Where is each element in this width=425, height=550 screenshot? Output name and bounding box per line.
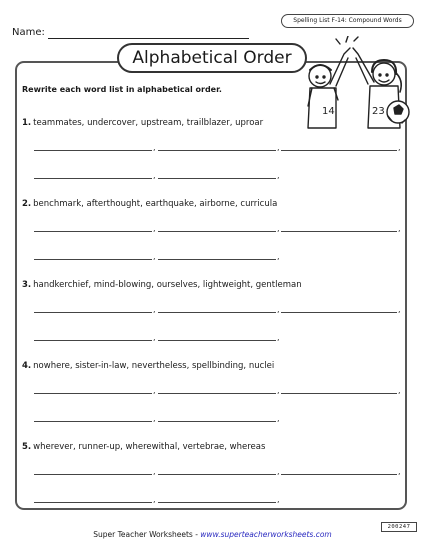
answer-line[interactable] bbox=[281, 231, 397, 232]
question-word-list: nowhere, sister-in-law, nevertheless, spellbinding, nuclei bbox=[33, 361, 275, 371]
answer-line[interactable] bbox=[158, 312, 276, 313]
page-title: Alphabetical Order bbox=[117, 43, 307, 73]
question-number: 2. bbox=[22, 199, 32, 209]
instruction-text: Rewrite each word list in alphabetical order. bbox=[22, 85, 222, 94]
comma-separator: , bbox=[277, 143, 280, 152]
question-3 bbox=[22, 280, 302, 290]
answer-line[interactable] bbox=[158, 231, 276, 232]
comma-separator: , bbox=[277, 414, 280, 423]
question-word-list: wherever, runner-up, wherewithal, vertebrae, whereas bbox=[33, 442, 266, 452]
comma-separator: , bbox=[153, 467, 156, 476]
comma-separator: , bbox=[277, 305, 280, 314]
question-number: 5. bbox=[22, 442, 32, 452]
answer-line[interactable] bbox=[34, 178, 152, 179]
kids-high-five-illustration bbox=[300, 36, 410, 136]
comma-separator: , bbox=[277, 224, 280, 233]
answer-line[interactable] bbox=[34, 231, 152, 232]
comma-separator: , bbox=[277, 386, 280, 395]
answer-line[interactable] bbox=[34, 312, 152, 313]
svg-text:14: 14 bbox=[322, 106, 335, 117]
answer-line[interactable] bbox=[34, 340, 152, 341]
comma-separator: , bbox=[153, 143, 156, 152]
question-2 bbox=[22, 199, 277, 209]
question-1 bbox=[22, 118, 263, 128]
answer-line[interactable] bbox=[281, 393, 397, 394]
comma-separator: , bbox=[153, 224, 156, 233]
footer bbox=[0, 530, 425, 539]
answer-line[interactable] bbox=[281, 474, 397, 475]
answer-line[interactable] bbox=[158, 340, 276, 341]
comma-separator: , bbox=[398, 224, 401, 233]
comma-separator: , bbox=[153, 386, 156, 395]
comma-separator: , bbox=[153, 414, 156, 423]
question-4 bbox=[22, 361, 274, 371]
worksheet-code: 200247 bbox=[381, 522, 417, 532]
comma-separator: , bbox=[277, 171, 280, 180]
question-number: 3. bbox=[22, 280, 32, 290]
svg-text:23: 23 bbox=[372, 106, 385, 117]
comma-separator: , bbox=[153, 252, 156, 261]
answer-line[interactable] bbox=[34, 421, 152, 422]
answer-line[interactable] bbox=[158, 259, 276, 260]
comma-separator: , bbox=[398, 467, 401, 476]
footer-brand: Super Teacher Worksheets bbox=[93, 530, 193, 539]
comma-separator: , bbox=[277, 467, 280, 476]
answer-line[interactable] bbox=[34, 393, 152, 394]
comma-separator: , bbox=[153, 333, 156, 342]
comma-separator: , bbox=[277, 495, 280, 504]
name-label: Name: bbox=[12, 27, 45, 38]
answer-line[interactable] bbox=[34, 502, 152, 503]
comma-separator: , bbox=[398, 305, 401, 314]
answer-line[interactable] bbox=[158, 393, 276, 394]
question-word-list: benchmark, afterthought, earthquake, airborne, curricula bbox=[33, 199, 278, 209]
question-word-list: teammates, undercover, upstream, trailblazer, uproar bbox=[33, 118, 264, 128]
answer-line[interactable] bbox=[158, 474, 276, 475]
answer-line[interactable] bbox=[281, 312, 397, 313]
answer-line[interactable] bbox=[158, 150, 276, 151]
comma-separator: , bbox=[398, 386, 401, 395]
footer-url-link[interactable]: www.superteacherworksheets.com bbox=[200, 530, 332, 539]
comma-separator: , bbox=[277, 333, 280, 342]
question-number: 4. bbox=[22, 361, 32, 371]
spelling-list-badge: Spelling List F-14: Compound Words bbox=[281, 14, 414, 28]
comma-separator: , bbox=[153, 305, 156, 314]
answer-line[interactable] bbox=[158, 421, 276, 422]
answer-line[interactable] bbox=[158, 178, 276, 179]
answer-line[interactable] bbox=[34, 150, 152, 151]
comma-separator: , bbox=[153, 495, 156, 504]
question-5 bbox=[22, 442, 265, 452]
question-number: 1. bbox=[22, 118, 32, 128]
question-word-list: handkerchief, mind-blowing, ourselves, lightweight, gentleman bbox=[33, 280, 302, 290]
name-field[interactable] bbox=[48, 38, 249, 39]
footer-dash: - bbox=[192, 530, 201, 539]
comma-separator: , bbox=[153, 171, 156, 180]
answer-line[interactable] bbox=[158, 502, 276, 503]
answer-line[interactable] bbox=[34, 259, 152, 260]
comma-separator: , bbox=[277, 252, 280, 261]
answer-line[interactable] bbox=[281, 150, 397, 151]
comma-separator: , bbox=[398, 143, 401, 152]
answer-line[interactable] bbox=[34, 474, 152, 475]
